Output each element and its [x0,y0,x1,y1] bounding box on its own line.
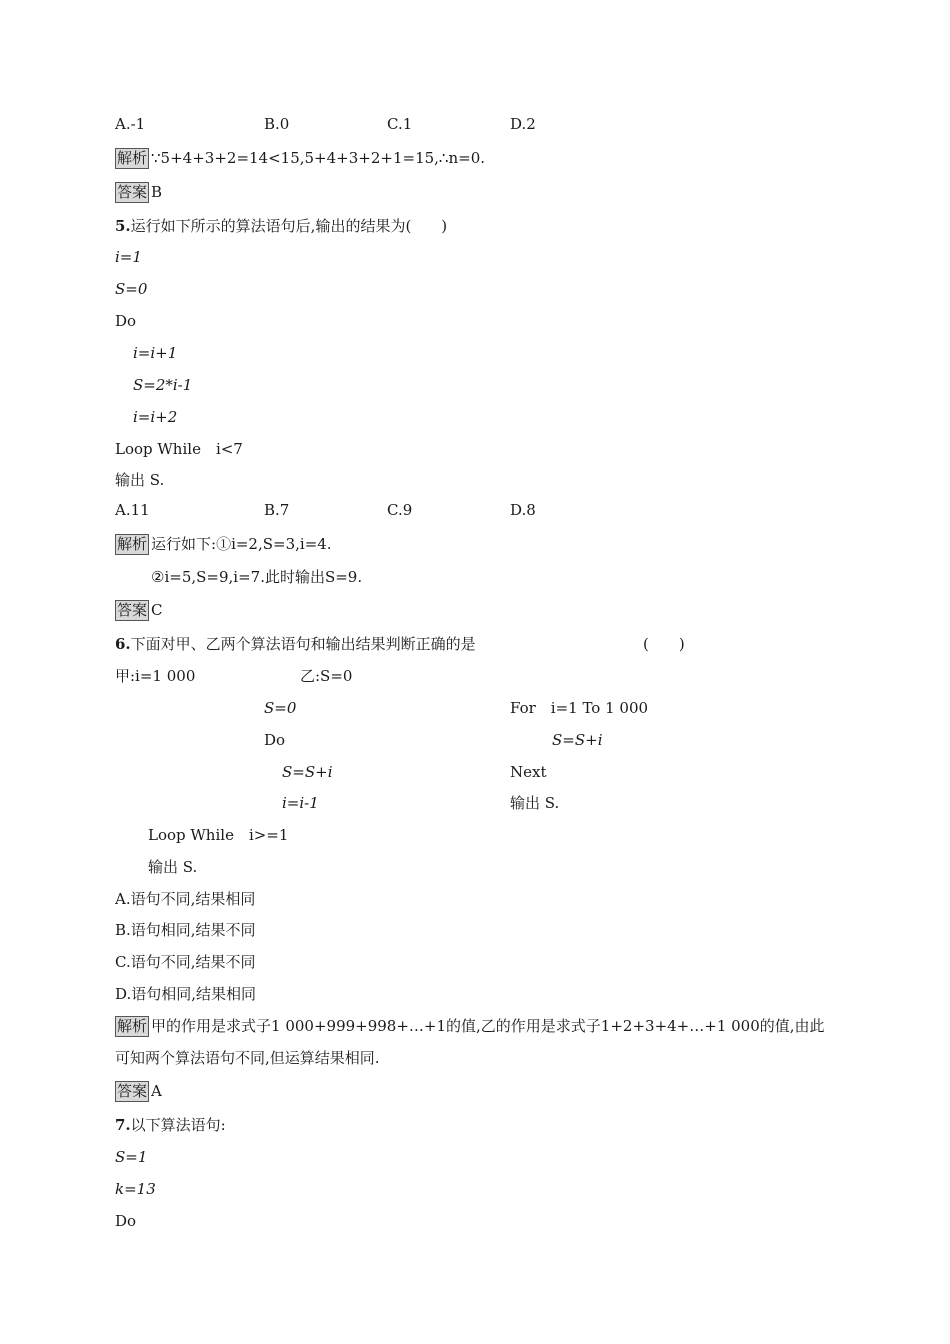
jia-code-line: 输出 S. [148,858,198,876]
yi-code-line: For i=1 To 1 000 [510,699,649,717]
question-text: 下面对甲、乙两个算法语句和输出结果判断正确的是 [130,635,476,653]
jia-label: 甲:i=1 000 [115,667,196,685]
q4-option-c: C.1 [387,115,413,133]
yi-code-line: S=S+i [552,731,603,749]
answer-tag: 答案 [117,1082,148,1100]
q6-option-c: C.语句不同,结果不同 [115,953,256,971]
code-line: i=i+2 [133,408,178,426]
yi-label: 乙:S=0 [300,667,353,685]
q6-answer-paren: ( ) [643,635,685,653]
answer-tag: 答案 [117,183,148,201]
analysis-tag: 解析 [117,535,148,553]
question-number: 7. [115,1116,131,1134]
jia-code-line: S=0 [264,699,297,717]
q5-analysis [115,533,332,555]
jia-code-line: Loop While i>=1 [148,826,289,844]
answer-tag: 答案 [117,601,148,619]
q4-option-d: D.2 [510,115,536,133]
code-line: i=i+1 [133,344,178,362]
q4-option-b: B.0 [264,115,290,133]
q6-stem [115,633,476,655]
q5-option-a: A.11 [115,501,150,519]
code-line: S=1 [115,1148,148,1166]
question-text: 运行如下所示的算法语句后,输出的结果为( ) [130,217,448,235]
analysis-tag: 解析 [117,1017,148,1035]
q5-answer [115,599,163,621]
q5-option-d: D.8 [510,501,536,519]
code-line: Do [115,1212,137,1230]
q4-answer [115,181,162,203]
q6-option-a: A.语句不同,结果相同 [115,890,256,908]
code-line: S=0 [115,280,148,298]
yi-code-line: 输出 S. [510,794,560,812]
analysis-tag: 解析 [117,149,148,167]
code-line: Loop While i<7 [115,440,243,458]
q6-option-d: D.语句相同,结果相同 [115,985,257,1003]
jia-code-line: Do [264,731,286,749]
code-line: i=1 [115,248,142,266]
answer-value: C [151,601,163,619]
analysis-text: ∵5+4+3+2=14<15,5+4+3+2+1=15,∴n=0. [151,149,486,167]
q5-option-c: C.9 [387,501,413,519]
q5-analysis-line2: ②i=5,S=9,i=7.此时输出S=9. [151,568,363,586]
code-line: S=2*i-1 [133,376,193,394]
answer-value: A [151,1082,162,1100]
code-line: 输出 S. [115,471,165,489]
q5-option-b: B.7 [264,501,290,519]
question-number: 5. [115,217,131,235]
q5-stem [115,215,447,237]
code-line: k=13 [115,1180,156,1198]
code-line: Do [115,312,137,330]
q6-analysis [115,1015,825,1037]
answer-value: B [151,183,163,201]
question-text: 以下算法语句: [130,1116,226,1134]
q4-analysis [115,147,485,169]
q6-analysis-line2: 可知两个算法语句不同,但运算结果相同. [115,1049,380,1067]
q6-option-b: B.语句相同,结果不同 [115,921,256,939]
jia-code-line: i=i-1 [282,794,319,812]
yi-code-line: Next [510,763,547,781]
analysis-text: 甲的作用是求式子1 000+999+998+…+1的值,乙的作用是求式子1+2+3+4+…+1 000的值,由此 [151,1017,825,1035]
analysis-text: 运行如下:①i=2,S=3,i=4. [151,535,332,553]
q4-option-a: A.-1 [115,115,146,133]
q7-stem [115,1114,226,1136]
jia-code-line: S=S+i [282,763,333,781]
question-number: 6. [115,635,131,653]
q6-answer [115,1080,162,1102]
